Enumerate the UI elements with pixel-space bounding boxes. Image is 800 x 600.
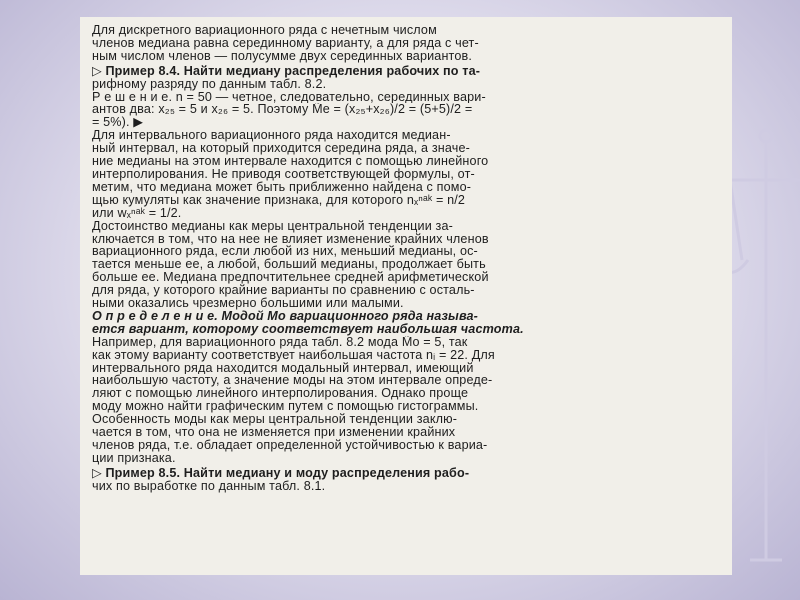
text-line: ными оказались чрезмерно большими или малыми.	[92, 297, 404, 310]
text-line: Например, для вариационного ряда табл. 8.2 мода M̃o = 5, так	[92, 335, 468, 349]
text-line: = 5%). ▶	[92, 116, 144, 130]
text-line: ным числом членов — полусумме двух серединных вариантов.	[92, 49, 472, 63]
text-line: Для дискретного вариационного ряда с нечетным числом	[92, 24, 437, 37]
textbook-page-scan	[80, 17, 732, 575]
definition-line: О п р е д е л е н и е. Модой M̃o вариационного ряда называ-	[92, 309, 479, 323]
text-line: Достоинство медианы как меры центральной тенденции за-	[92, 219, 453, 233]
text-line: рифному разряду по данным табл. 8.2.	[92, 77, 327, 91]
text-line: моду можно найти графическим путем с помощью гистограммы.	[92, 400, 479, 414]
text-line: членов медиана равна серединному варианту, а для ряда с чет-	[92, 36, 479, 50]
text-line: Для интервального вариационного ряда находится медиан-	[92, 129, 451, 143]
text-line: тается меньше ее, а любой, больший медианы, продолжает быть	[92, 258, 486, 272]
text-line: вариационного ряда, если любой из них, меньший медианы, ос-	[92, 245, 478, 259]
example-heading: ▷ Пример 8.4. Найти медиану распределения рабочих по та-	[92, 64, 481, 78]
text-line: наибольшую частоту, а значение моды на этом интервале опреде-	[92, 374, 493, 388]
text-line: метим, что медиана может быть приближенно найдена с помо-	[92, 180, 472, 194]
text-line: или wₓⁿᵃᵏ = 1/2.	[92, 206, 182, 220]
text-line: для ряда, у которого крайние варианты по сравнению с осталь-	[92, 284, 475, 298]
text-line: интервального ряда находится модальный интервал, имеющий	[92, 361, 474, 375]
text-line: интерполирования. Не приводя соответствующей формулы, от-	[92, 167, 475, 181]
definition-line: ется вариант, которому соответствует наибольшая частота.	[92, 322, 524, 336]
text-line: чих по выработке по данным табл. 8.1.	[92, 479, 326, 493]
text-line: ный интервал, на который приходится середина ряда, а значе-	[92, 142, 470, 156]
solution-line: Р е ш е н и е. n = 50 — четное, следовательно, серединных вари-	[92, 90, 486, 104]
text-line: ние медианы на этом интервале находится с помощью линейного	[92, 155, 489, 168]
text-line: чается в том, что она не изменяется при изменении крайних	[92, 426, 456, 439]
text-line: членов ряда, т.е. обладает определенной устойчивостью к вариа-	[92, 439, 488, 452]
example-heading: ▷ Пример 8.5. Найти медиану и моду распределения рабо-	[92, 466, 470, 480]
decorative-scales-watermark	[720, 0, 800, 600]
text-line: ции признака.	[92, 451, 176, 465]
text-line: ляют с помощью линейного интерполирования. Однако проще	[92, 387, 469, 401]
text-line: антов два: x₂₅ = 5 и x₂₆ = 5. Поэтому M̃e = (x₂₅+x₂₆)/2 = (5+5)/2 =	[92, 103, 473, 117]
text-line: Особенность моды как меры центральной тенденции заклю-	[92, 413, 458, 427]
text-line: щью кумуляты как значение признака, для которого nₓⁿᵃᵏ = n/2	[92, 193, 466, 207]
text-line: как этому варианту соответствует наибольшая частота nᵢ = 22. Для	[92, 348, 495, 362]
text-line: ключается в том, что на нее не влияет изменение крайних членов	[92, 232, 489, 246]
text-line: больше ее. Медиана предпочтительнее средней арифметической	[92, 271, 489, 285]
